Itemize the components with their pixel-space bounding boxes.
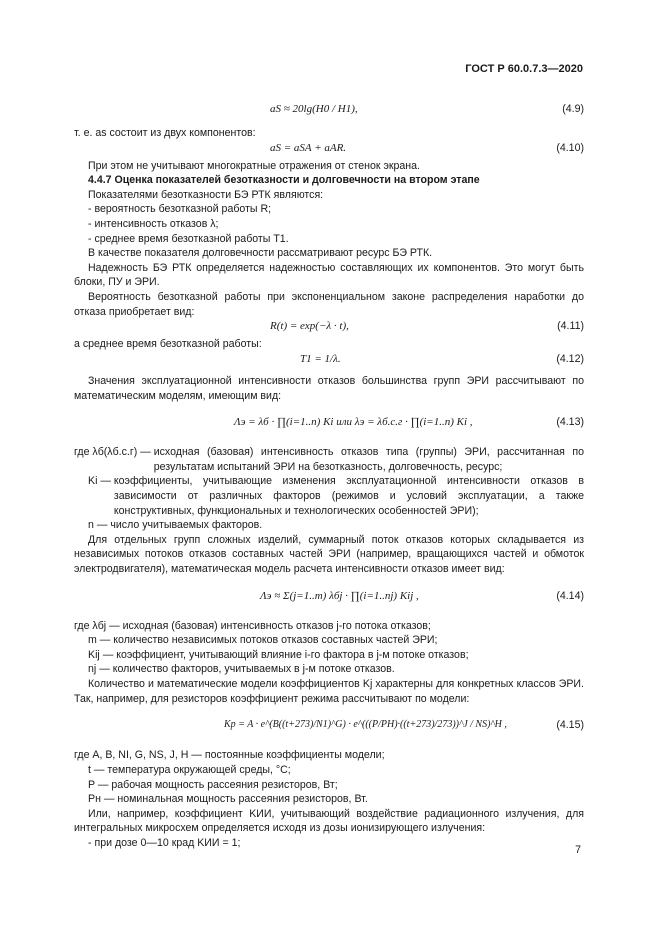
definition: P — рабочая мощность рассеяния резисторов, Вт; <box>88 778 338 791</box>
equation-formula: aS ≈ 20lg(H0 / H1), <box>270 103 358 115</box>
page-body <box>74 96 584 851</box>
paragraph: Для отдельных групп сложных изделий, суммарный поток отказов которых складывается из независимых потоков отказов составных частей ЭРИ (например, вращающихся частей и обмоток электродвигателя), математическая модель расчета интенсивности отказов имеет вид: <box>74 533 584 576</box>
equation-4-11 <box>74 319 584 337</box>
equation-4-15 <box>74 706 584 748</box>
definition: n — число учитываемых факторов. <box>88 519 263 532</box>
definition-text: коэффициенты, учитывающие изменения эксплуатационной интенсивности отказов в зависимости от различных факторов (режимов и условий эксплуатации, а также конструктивных, функциональных и технологических особенностей ЭРИ); <box>113 475 584 517</box>
list-item: - среднее время безотказной работы T1. <box>88 232 289 245</box>
definition: где λбj — исходная (базовая) интенсивность отказов j-го потока отказов; <box>74 619 431 632</box>
definition <box>74 474 584 518</box>
equation-formula: R(t) = exp(−λ · t), <box>270 320 349 333</box>
equation-formula: aS = aSA + aAR. <box>270 141 347 154</box>
definition <box>74 445 584 474</box>
equation-number: (4.15) <box>556 719 584 732</box>
paragraph: Вероятность безотказной работы при экспоненциальном законе распределения наработки до отказа приобретает вид: <box>74 291 584 318</box>
paragraph: В качестве показателя долговечности рассматривают ресурс БЭ РТК. <box>88 247 433 260</box>
equation-number: (4.9) <box>562 103 584 115</box>
equation-formula: T1 = 1/λ. <box>300 352 341 365</box>
equation-number: (4.10) <box>556 141 584 154</box>
paragraph: Или, например, коэффициент KИИ, учитывающий воздействие радиационного излучения, для интегральных микросхем определяется исходя из дозы ионизирующего излучения: <box>74 807 584 835</box>
document-code: ГОСТ Р 60.0.7.3—2020 <box>465 63 583 75</box>
definition-text: исходная (базовая) интенсивность отказов типа (группы) ЭРИ, рассчитанная по результатам испытаний ЭРИ на безотказность, долговечность, ресурс; <box>153 446 584 473</box>
equation-number: (4.12) <box>556 352 584 365</box>
section-heading: 4.4.7 Оценка показателей безотказности и долговечности на втором этапе <box>88 174 480 187</box>
equation-4-10 <box>74 141 584 159</box>
equation-4-13 <box>74 403 584 445</box>
page-number: 7 <box>575 844 581 856</box>
equation-formula: Λэ = λб · ∏(i=1..n) Ki или λэ = λб.с.г · ∏(i=1..n) Ki , <box>234 416 473 429</box>
equation-formula: Kp = A · e^(B((t+273)/N1)^G) · e^(((P/PH)·((t+273)/273))^J / NS)^H , <box>224 719 507 731</box>
list-item: - интенсивность отказов λ; <box>88 218 219 231</box>
definition: t — температура окружающей среды, °C; <box>88 763 291 776</box>
paragraph: т. е. as состоит из двух компонентов: <box>74 127 256 139</box>
definition: Kij — коэффициент, учитывающий влияние i-го фактора в j-м потоке отказов; <box>88 648 469 661</box>
equation-formula: Λэ ≈ Σ(j=1..m) λбj · ∏(i=1..nj) Kij , <box>260 589 419 602</box>
paragraph: Количество и математические модели коэффициентов Kj характерны для конкретных классов ЭРИ. Так, например, для резисторов коэффициент режима рассчитывают по модели: <box>74 678 584 705</box>
definition: Pн — номинальная мощность рассеяния резисторов, Вт. <box>88 793 368 806</box>
definition-term: Ki — <box>88 475 114 488</box>
definition-term: где λб(λб.с.г) — <box>74 446 154 459</box>
equation-4-9 <box>74 96 584 126</box>
paragraph: Показателями безотказности БЭ РТК являются: <box>88 188 324 201</box>
equation-number: (4.13) <box>556 416 584 429</box>
equation-number: (4.11) <box>557 320 584 333</box>
equation-4-14 <box>74 577 584 619</box>
equation-4-12 <box>74 352 584 370</box>
equation-number: (4.14) <box>556 589 584 602</box>
paragraph: а среднее время безотказной работы: <box>74 338 262 351</box>
list-item: - вероятность безотказной работы R; <box>88 203 272 216</box>
paragraph: Надежность БЭ РТК определяется надежностью составляющих их компонентов. Это могут быть блоки, ПУ и ЭРИ. <box>74 261 584 289</box>
definition: m — количество независимых потоков отказов составных частей ЭРИ; <box>88 634 438 647</box>
definition: nj — количество факторов, учитываемых в j-м потоке отказов. <box>88 663 395 676</box>
paragraph: Значения эксплуатационной интенсивности отказов большинства групп ЭРИ рассчитывают по математическим моделям, имеющим вид: <box>74 374 584 402</box>
definition: где A, B, NI, G, NS, J, H — постоянные коэффициенты модели; <box>74 749 385 762</box>
list-item: - при дозе 0—10 крад KИИ = 1; <box>88 836 241 849</box>
paragraph: При этом не учитывают многократные отражения от стенок экрана. <box>88 159 420 172</box>
